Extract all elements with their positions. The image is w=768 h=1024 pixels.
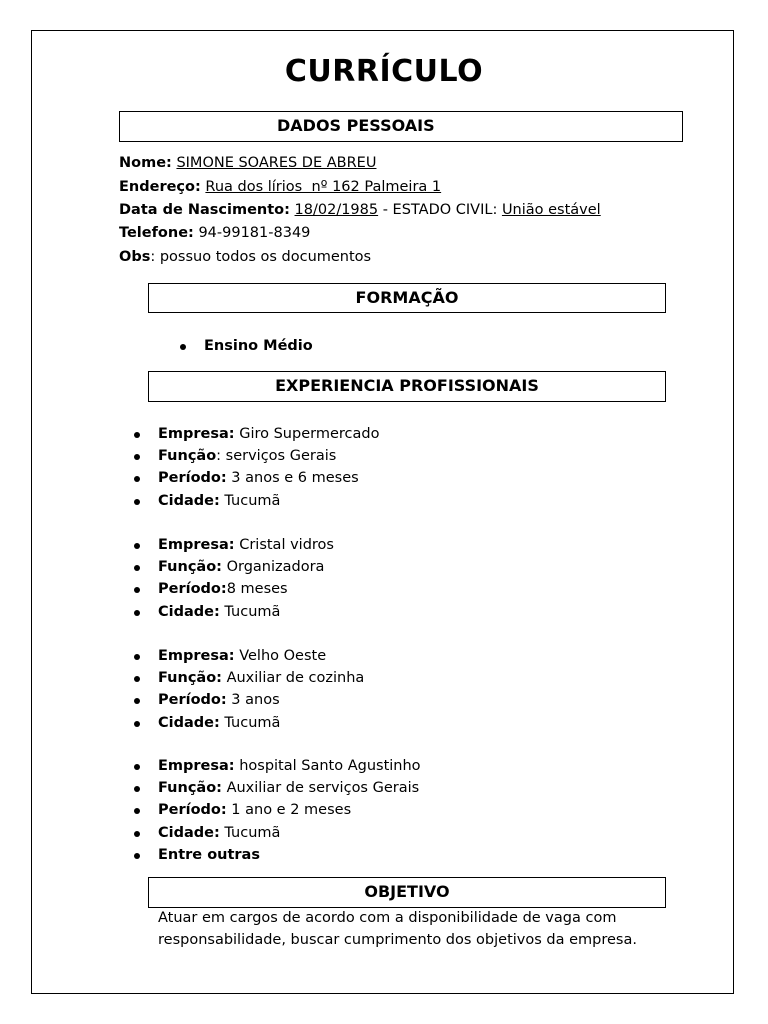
- role-value: Auxiliar de cozinha: [226, 670, 365, 687]
- role-label: Função: [158, 448, 217, 465]
- obs-line: [119, 246, 371, 268]
- role-label: Função:: [158, 780, 222, 797]
- company-value: Giro Supermercado: [239, 426, 380, 442]
- birth-line: [119, 199, 601, 221]
- name-label: Nome:: [119, 155, 172, 171]
- list-item: [134, 645, 364, 667]
- city-value: Tucumã: [224, 603, 281, 620]
- address-label: Endereço:: [119, 179, 201, 195]
- phone-label: Telefone:: [119, 225, 194, 241]
- list-item: [134, 822, 421, 844]
- list-item: [134, 578, 334, 600]
- list-item: [134, 556, 334, 578]
- company-value: Cristal vidros: [239, 537, 334, 553]
- objective-text: Atuar em cargos de acordo com a disponibilidade de vaga com responsabilidade, buscar cumprimento dos objetivos da empresa.: [158, 910, 637, 948]
- city-label: Cidade:: [158, 492, 220, 509]
- list-item: [134, 423, 379, 445]
- obs-label: Obs: [119, 249, 151, 265]
- list-item: [134, 445, 379, 467]
- section-header-objective: [148, 877, 666, 908]
- company-label: Empresa:: [158, 758, 235, 774]
- city-value: Tucumã: [224, 492, 281, 509]
- civil-value: União estável: [501, 202, 601, 218]
- city-label: Cidade:: [158, 603, 220, 620]
- period-label: Período:: [158, 692, 227, 709]
- experience-list-4: [134, 755, 421, 866]
- birth-value: 18/02/1985: [294, 202, 379, 218]
- section-header-label: DADOS PESSOAIS: [277, 116, 435, 135]
- list-item: [134, 601, 334, 623]
- role-label: Função:: [158, 670, 222, 687]
- experience-list-1: [134, 423, 379, 512]
- period-value: 3 anos e 6 meses: [231, 470, 359, 487]
- company-value: hospital Santo Agustinho: [239, 758, 421, 774]
- list-item: [180, 335, 313, 357]
- city-value: Tucumã: [224, 824, 281, 841]
- company-label: Empresa:: [158, 648, 235, 664]
- name-value: SIMONE SOARES DE ABREU: [176, 155, 377, 171]
- education-item: Ensino Médio: [204, 338, 313, 354]
- section-header-experience: [148, 371, 666, 402]
- phone-line: [119, 222, 310, 244]
- company-label: Empresa:: [158, 426, 235, 442]
- education-list: [180, 335, 313, 357]
- page-title: CURRÍCULO: [284, 54, 484, 89]
- section-header-label: OBJETIVO: [364, 882, 450, 901]
- period-value: 3 anos: [231, 692, 280, 709]
- period-label: Período:: [158, 581, 227, 598]
- section-header-label: EXPERIENCIA PROFISSIONAIS: [275, 376, 539, 395]
- experience-list-2: [134, 534, 334, 623]
- list-item: [134, 490, 379, 512]
- list-item: [134, 799, 421, 821]
- list-item: [134, 777, 421, 799]
- list-item: [134, 689, 364, 711]
- role-value: : serviços Gerais: [216, 448, 337, 465]
- birth-label: Data de Nascimento:: [119, 202, 290, 218]
- city-label: Cidade:: [158, 824, 220, 841]
- role-value: Organizadora: [226, 559, 325, 576]
- list-item: [134, 534, 334, 556]
- role-label: Função:: [158, 559, 222, 576]
- period-value: 1 ano e 2 meses: [231, 802, 352, 819]
- company-label: Empresa:: [158, 537, 235, 553]
- experience-list-3: [134, 645, 364, 734]
- section-header-label: FORMAÇÃO: [355, 288, 459, 307]
- civil-label: - ESTADO CIVIL:: [382, 202, 498, 218]
- period-label: Período:: [158, 470, 227, 487]
- others-text: Entre outras: [158, 846, 260, 863]
- list-item: [134, 467, 379, 489]
- company-value: Velho Oeste: [239, 648, 327, 664]
- list-item: [134, 844, 421, 866]
- obs-value: : possuo todos os documentos: [150, 249, 372, 265]
- address-line: [119, 176, 441, 198]
- phone-value: 94-99181-8349: [198, 225, 311, 241]
- period-label: Período:: [158, 802, 227, 819]
- section-header-education: [148, 283, 666, 313]
- section-header-personal: [119, 111, 683, 142]
- period-value: 8 meses: [226, 581, 288, 598]
- name-line: [119, 152, 376, 174]
- list-item: [134, 712, 364, 734]
- role-value: Auxiliar de serviços Gerais: [226, 780, 420, 797]
- address-value: Rua dos lírios nº 162 Palmeira 1: [205, 179, 442, 195]
- list-item: [134, 755, 421, 777]
- city-value: Tucumã: [224, 714, 281, 731]
- city-label: Cidade:: [158, 714, 220, 731]
- list-item: [134, 667, 364, 689]
